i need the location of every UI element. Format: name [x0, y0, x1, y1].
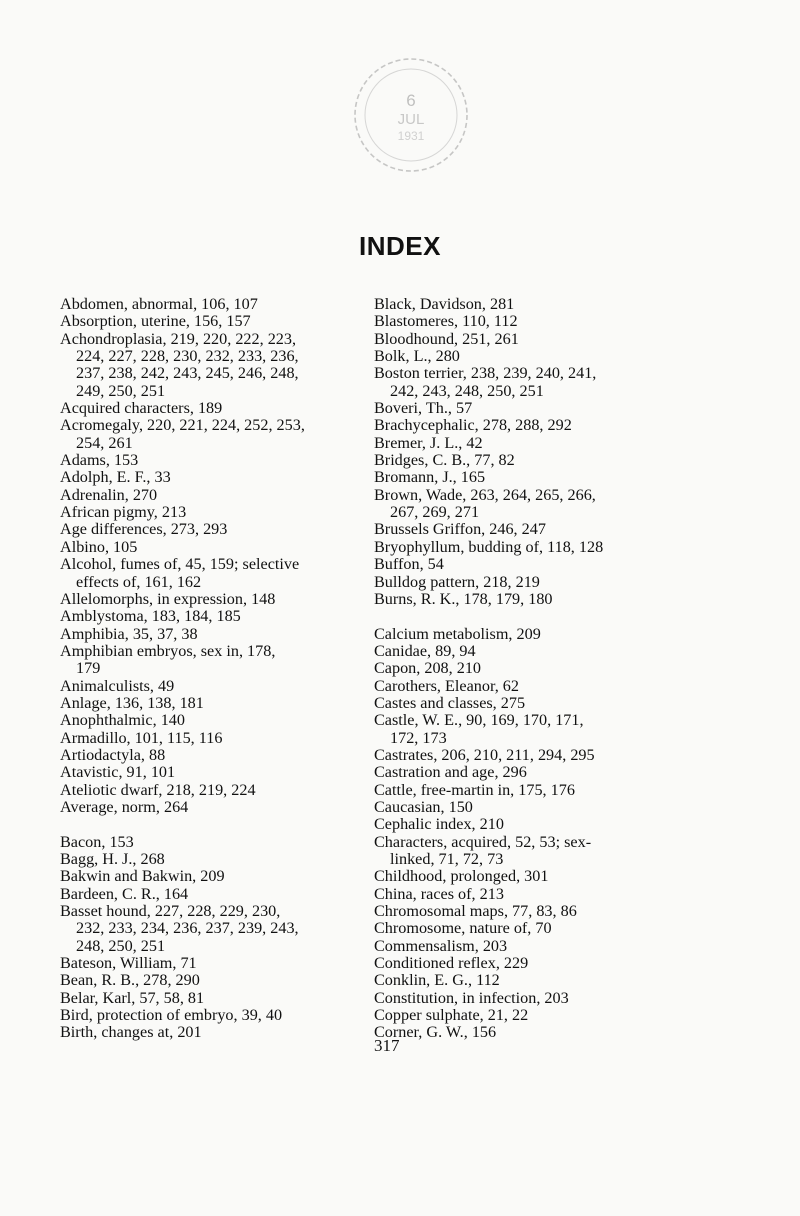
- index-entry-line: Brussels Griffon, 246, 247: [374, 520, 546, 539]
- index-entry-line: Bridges, C. B., 77, 82: [374, 451, 515, 470]
- page-title: INDEX: [359, 231, 441, 261]
- index-entry-line: Boveri, Th., 57: [374, 399, 473, 418]
- letter-section-gap: [60, 816, 350, 833]
- library-stamp: [346, 40, 476, 190]
- index-entry-line: Boston terrier, 238, 239, 240, 241,: [374, 364, 597, 383]
- index-entry-line: Castration and age, 296: [374, 763, 527, 782]
- index-entry: [60, 903, 350, 955]
- index-entry-line: Bateson, William, 71: [60, 954, 197, 973]
- index-entry-line: Bakwin and Bakwin, 209: [60, 867, 225, 886]
- index-entry: [60, 712, 350, 729]
- index-entry: [374, 678, 724, 695]
- index-entry: [374, 521, 724, 538]
- index-entry-line: Conklin, E. G., 112: [374, 971, 500, 990]
- index-entry: [60, 313, 350, 330]
- index-entry: [374, 487, 724, 522]
- index-entry-line: Commensalism, 203: [374, 936, 508, 955]
- index-entry: [374, 417, 724, 434]
- index-entry-line: Bean, R. B., 278, 290: [60, 971, 200, 990]
- index-entry-line: Abdomen, abnormal, 106, 107: [60, 295, 258, 313]
- index-entry: [60, 626, 350, 643]
- index-entry-line: Amblystoma, 183, 184, 185: [60, 607, 241, 626]
- index-entry-continuation: 172, 173: [390, 728, 447, 747]
- index-entry-line: Allelomorphs, in expression, 148: [60, 589, 276, 608]
- index-entry-line: Castrates, 206, 210, 211, 294, 295: [374, 745, 595, 764]
- index-entry: [374, 626, 724, 643]
- index-entry-line: Belar, Karl, 57, 58, 81: [60, 988, 205, 1007]
- index-entry-continuation: 224, 227, 228, 230, 232, 233, 236,: [76, 347, 299, 366]
- index-entry-line: Brachycephalic, 278, 288, 292: [374, 416, 572, 435]
- index-entry: [60, 730, 350, 747]
- index-entry: [60, 296, 350, 313]
- index-entry-line: Amphibian embryos, sex in, 178,: [60, 641, 276, 660]
- index-entry-line: Animalculists, 49: [60, 676, 175, 695]
- index-entry-line: Characters, acquired, 52, 53; sex-: [374, 832, 592, 851]
- index-entry-line: Capon, 208, 210: [374, 659, 482, 678]
- index-entry: [374, 400, 724, 417]
- index-entry-line: Black, Davidson, 281: [374, 295, 515, 313]
- index-entry-line: Blastomeres, 110, 112: [374, 312, 518, 331]
- index-entry: [374, 591, 724, 608]
- index-entry-line: Caucasian, 150: [374, 797, 473, 816]
- index-entry: [374, 660, 724, 677]
- index-entry: [374, 313, 724, 330]
- index-entry-line: Adolph, E. F., 33: [60, 468, 171, 487]
- index-entry-line: Alcohol, fumes of, 45, 159; selective: [60, 555, 300, 574]
- index-entry-line: Castes and classes, 275: [374, 693, 526, 712]
- index-entry-line: Bardeen, C. R., 164: [60, 884, 189, 903]
- index-entry: [60, 643, 350, 678]
- index-entry-line: Basset hound, 227, 228, 229, 230,: [60, 902, 281, 921]
- index-entry-continuation: 254, 261: [76, 433, 133, 452]
- index-entry-line: Amphibia, 35, 37, 38: [60, 624, 198, 643]
- index-entry: [60, 400, 350, 417]
- index-entry: [60, 695, 350, 712]
- index-entry-continuation: effects of, 161, 162: [76, 572, 202, 591]
- svg-text:6: 6: [406, 91, 416, 110]
- index-entry: [374, 469, 724, 486]
- index-entry: [374, 972, 724, 989]
- index-entry-line: Acquired characters, 189: [60, 399, 223, 418]
- index-entry: [374, 764, 724, 781]
- index-entry: [374, 782, 724, 799]
- index-entry: [374, 816, 724, 833]
- index-entry-continuation: 248, 250, 251: [76, 936, 166, 955]
- svg-text:JUL: JUL: [397, 111, 425, 128]
- index-entry: [374, 938, 724, 955]
- index-entry: [374, 556, 724, 573]
- index-entry: [60, 834, 350, 851]
- index-entry: [60, 591, 350, 608]
- index-entry-continuation: 249, 250, 251: [76, 381, 166, 400]
- index-entry: [60, 782, 350, 799]
- index-entry: [60, 990, 350, 1007]
- index-entry-line: Corner, G. W., 156: [374, 1023, 497, 1042]
- index-entry: [374, 1024, 724, 1041]
- index-entry-line: Canidae, 89, 94: [374, 641, 476, 660]
- index-entry-line: African pigmy, 213: [60, 503, 187, 522]
- index-entry-line: Buffon, 54: [374, 555, 444, 574]
- index-entry-continuation: 242, 243, 248, 250, 251: [390, 381, 544, 400]
- index-entry-continuation: 237, 238, 242, 243, 245, 246, 248,: [76, 364, 299, 383]
- library-stamp-seal: [346, 40, 476, 190]
- index-entry: [374, 539, 724, 556]
- index-entry-line: Bacon, 153: [60, 832, 134, 851]
- index-entry: [60, 452, 350, 469]
- index-entry: [60, 487, 350, 504]
- index-entry: [374, 348, 724, 365]
- index-entry: [374, 834, 724, 869]
- index-entry: [374, 747, 724, 764]
- index-entry-line: Ateliotic dwarf, 218, 219, 224: [60, 780, 256, 799]
- index-entry-line: Albino, 105: [60, 537, 138, 556]
- index-entry: [374, 331, 724, 348]
- index-entry: [374, 574, 724, 591]
- index-entry-line: Bird, protection of embryo, 39, 40: [60, 1006, 283, 1025]
- index-entry-line: Birth, changes at, 201: [60, 1023, 202, 1042]
- index-entry-line: Childhood, prolonged, 301: [374, 867, 549, 886]
- index-entry-line: Adams, 153: [60, 451, 139, 470]
- index-entry: [60, 1007, 350, 1024]
- index-entry: [60, 469, 350, 486]
- index-entry: [374, 886, 724, 903]
- index-entry-line: Constitution, in infection, 203: [374, 988, 569, 1007]
- index-entry: [60, 764, 350, 781]
- index-entry-line: Burns, R. K., 178, 179, 180: [374, 589, 553, 608]
- index-entry-line: Atavistic, 91, 101: [60, 763, 176, 782]
- index-entry: [374, 452, 724, 469]
- index-entry-line: Castle, W. E., 90, 169, 170, 171,: [374, 711, 584, 730]
- index-entry: [60, 331, 350, 400]
- index-entry-line: Bryophyllum, budding of, 118, 128: [374, 537, 604, 556]
- index-entry-line: Bloodhound, 251, 261: [374, 329, 519, 348]
- index-entry: [60, 868, 350, 885]
- index-entry: [60, 539, 350, 556]
- index-entry: [60, 417, 350, 452]
- index-entry-line: Brown, Wade, 263, 264, 265, 266,: [374, 485, 596, 504]
- index-entry-line: Anophthalmic, 140: [60, 711, 185, 730]
- index-entry-line: Bulldog pattern, 218, 219: [374, 572, 540, 591]
- index-entry: [374, 920, 724, 937]
- index-entry-continuation: linked, 71, 72, 73: [390, 850, 504, 868]
- index-entry: [60, 972, 350, 989]
- index-entry: [60, 608, 350, 625]
- index-entry-line: Armadillo, 101, 115, 116: [60, 728, 223, 747]
- index-entry-line: Acromegaly, 220, 221, 224, 252, 253,: [60, 416, 305, 435]
- index-entry: [374, 695, 724, 712]
- index-entry: [374, 296, 724, 313]
- index-entry-line: Absorption, uterine, 156, 157: [60, 312, 251, 331]
- index-entry: [60, 521, 350, 538]
- index-entry: [374, 868, 724, 885]
- index-entry: [60, 678, 350, 695]
- index-entry: [60, 955, 350, 972]
- index-entry: [374, 1007, 724, 1024]
- index-entry: [374, 712, 724, 747]
- index-entry-line: Bromann, J., 165: [374, 468, 486, 487]
- index-entry-continuation: 267, 269, 271: [390, 503, 480, 522]
- index-entry-line: Chromosomal maps, 77, 83, 86: [374, 902, 577, 921]
- index-entry-line: Bolk, L., 280: [374, 347, 460, 366]
- index-entry-line: Carothers, Eleanor, 62: [374, 676, 519, 695]
- svg-text:1931: 1931: [397, 129, 425, 143]
- index-entry-line: China, races of, 213: [374, 884, 504, 903]
- page-number: 317: [374, 1036, 400, 1055]
- index-entry-line: Cephalic index, 210: [374, 815, 504, 834]
- index-entry-line: Age differences, 273, 293: [60, 520, 228, 539]
- index-entry-line: Calcium metabolism, 209: [374, 624, 541, 643]
- index-entry: [374, 903, 724, 920]
- index-entry-line: Anlage, 136, 138, 181: [60, 693, 204, 712]
- index-entry: [60, 1024, 350, 1041]
- index-entry-line: Conditioned reflex, 229: [374, 954, 529, 973]
- index-entry-continuation: 232, 233, 234, 236, 237, 239, 243,: [76, 919, 299, 938]
- index-entry: [60, 556, 350, 591]
- index-column-right: [374, 296, 724, 1042]
- index-entry-line: Cattle, free-martin in, 175, 176: [374, 780, 575, 799]
- index-entry-line: Bagg, H. J., 268: [60, 850, 165, 868]
- index-entry-continuation: 179: [76, 659, 101, 678]
- index-entry-line: Chromosome, nature of, 70: [374, 919, 552, 938]
- index-entry-line: Adrenalin, 270: [60, 485, 158, 504]
- index-entry: [374, 435, 724, 452]
- index-entry: [374, 365, 724, 400]
- index-entry: [60, 799, 350, 816]
- index-entry: [60, 747, 350, 764]
- index-entry: [374, 643, 724, 660]
- index-entry: [60, 504, 350, 521]
- index-entry: [374, 990, 724, 1007]
- letter-section-gap: [374, 608, 724, 625]
- index-entry-line: Copper sulphate, 21, 22: [374, 1006, 529, 1025]
- index-entry: [374, 955, 724, 972]
- index-entry-line: Average, norm, 264: [60, 797, 189, 816]
- index-entry-line: Bremer, J. L., 42: [374, 433, 483, 452]
- index-entry: [60, 886, 350, 903]
- index-entry-line: Artiodactyla, 88: [60, 745, 166, 764]
- index-entry-line: Achondroplasia, 219, 220, 222, 223,: [60, 329, 297, 348]
- index-entry: [60, 851, 350, 868]
- index-column-left: [60, 296, 350, 1042]
- index-entry: [374, 799, 724, 816]
